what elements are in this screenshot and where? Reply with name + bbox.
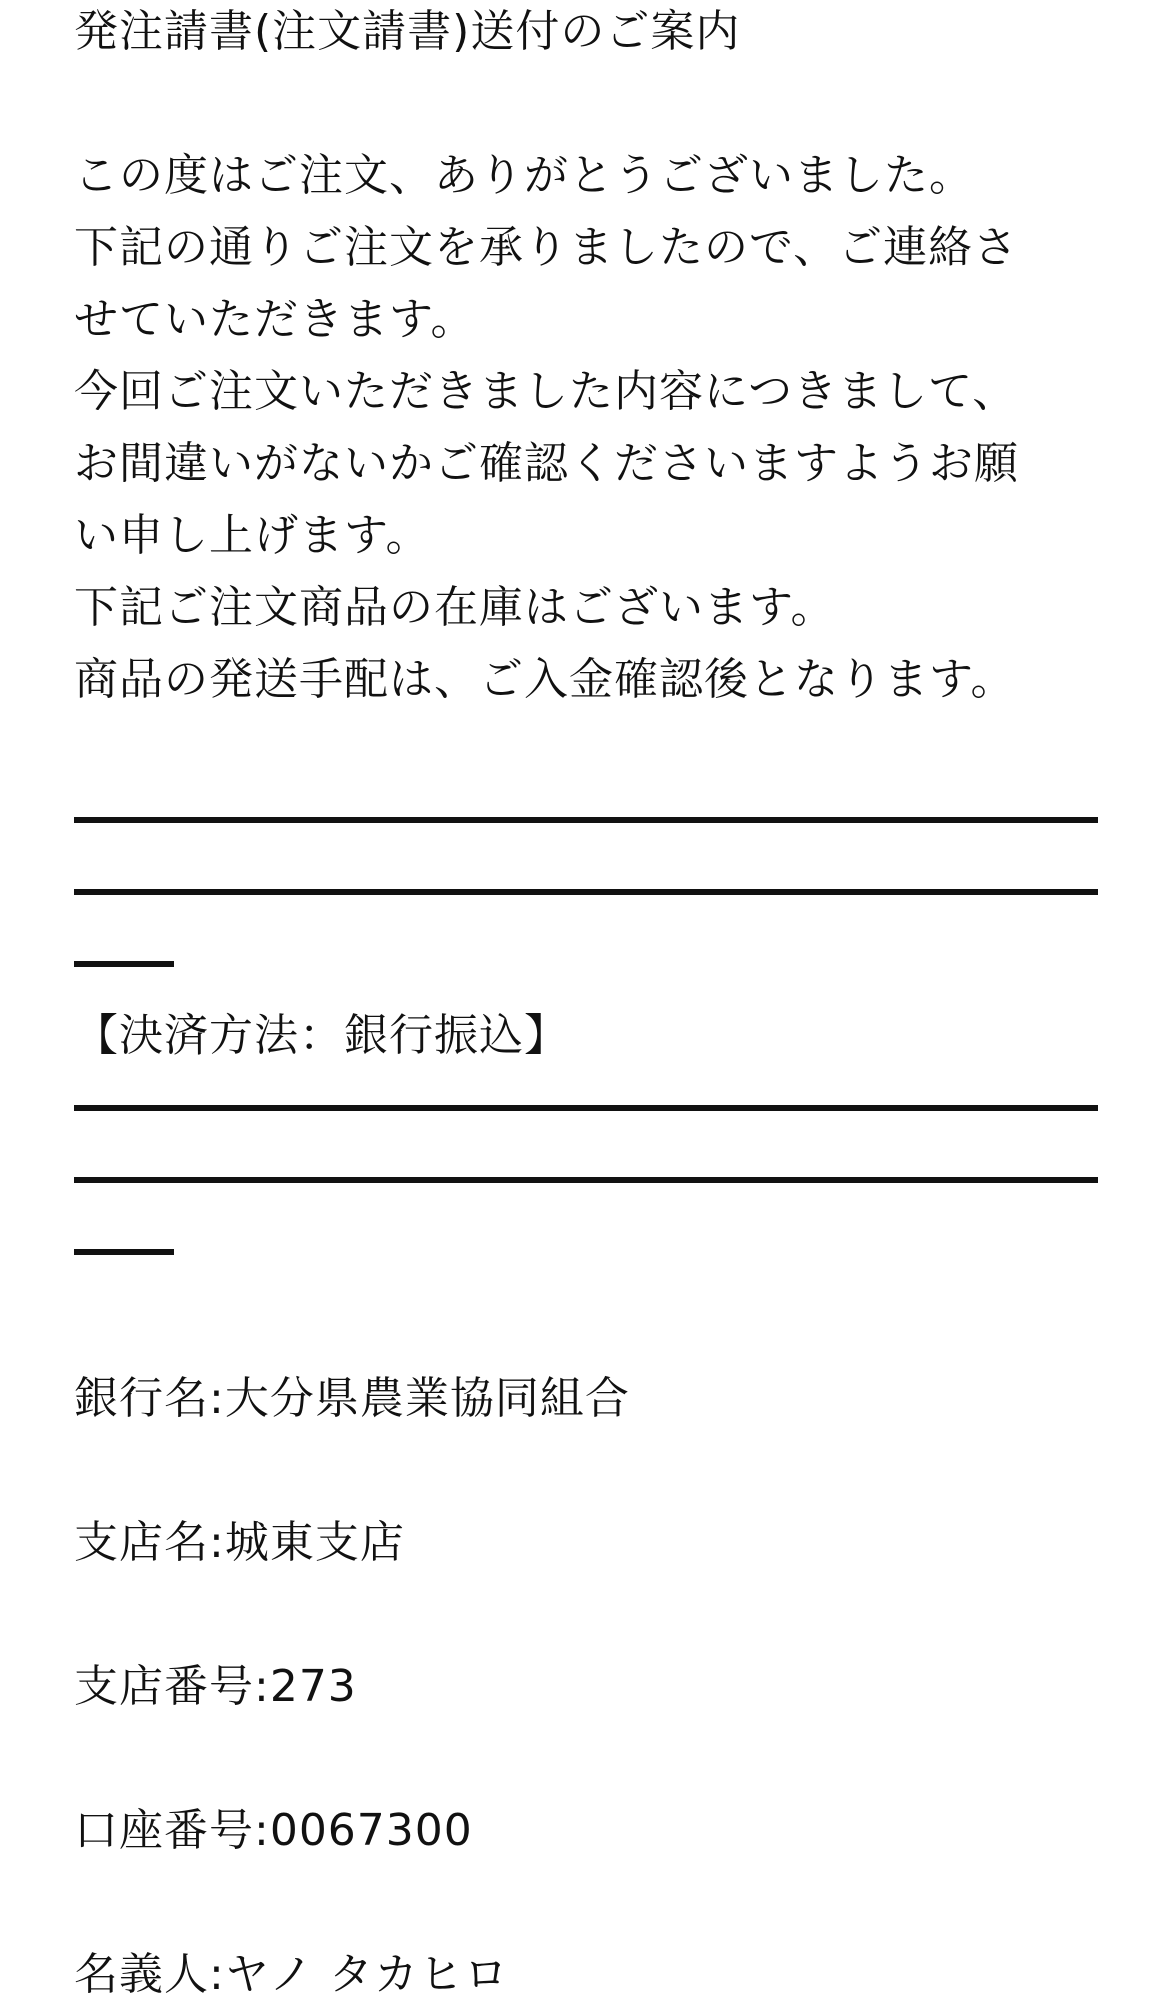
body-line: この度はご注文、ありがとうございました。: [74, 150, 974, 201]
body-line: お間違いがないかご確認くださいますようお願: [74, 438, 1019, 489]
divider-line: [74, 817, 1098, 823]
divider-line: [74, 889, 1098, 895]
body-line: い申し上げます。: [74, 510, 431, 561]
payment-method-heading: 【決済方法：銀行振込】: [74, 1010, 569, 1061]
body-line: 商品の発送手配は、ご入金確認後となります。: [74, 654, 1016, 705]
divider-line: [74, 1177, 1098, 1183]
bank-name: 銀行名:大分県農業協同組合: [74, 1373, 630, 1424]
account-number: 口座番号:0067300: [74, 1805, 473, 1856]
email-subject: 発注請書(注文請書)送付のご案内: [74, 6, 741, 57]
branch-name: 支店名:城東支店: [74, 1517, 405, 1568]
account-holder: 名義人:ヤノ タカヒロ: [74, 1949, 509, 2000]
body-line: せていただきます。: [74, 294, 476, 345]
blank-line: [74, 68, 1099, 140]
email-body: [74, 0, 1099, 716]
body-line: 下記の通りご注文を承りましたので、ご連絡さ: [74, 222, 1019, 273]
body-line: 下記ご注文商品の在庫はございます。: [74, 582, 836, 633]
branch-number: 支店番号:273: [74, 1661, 357, 1712]
divider-line: [74, 961, 174, 967]
divider-line: [74, 1249, 174, 1255]
divider-line: [74, 1105, 1098, 1111]
body-line: 今回ご注文いただきました内容につきまして、: [74, 366, 1018, 417]
